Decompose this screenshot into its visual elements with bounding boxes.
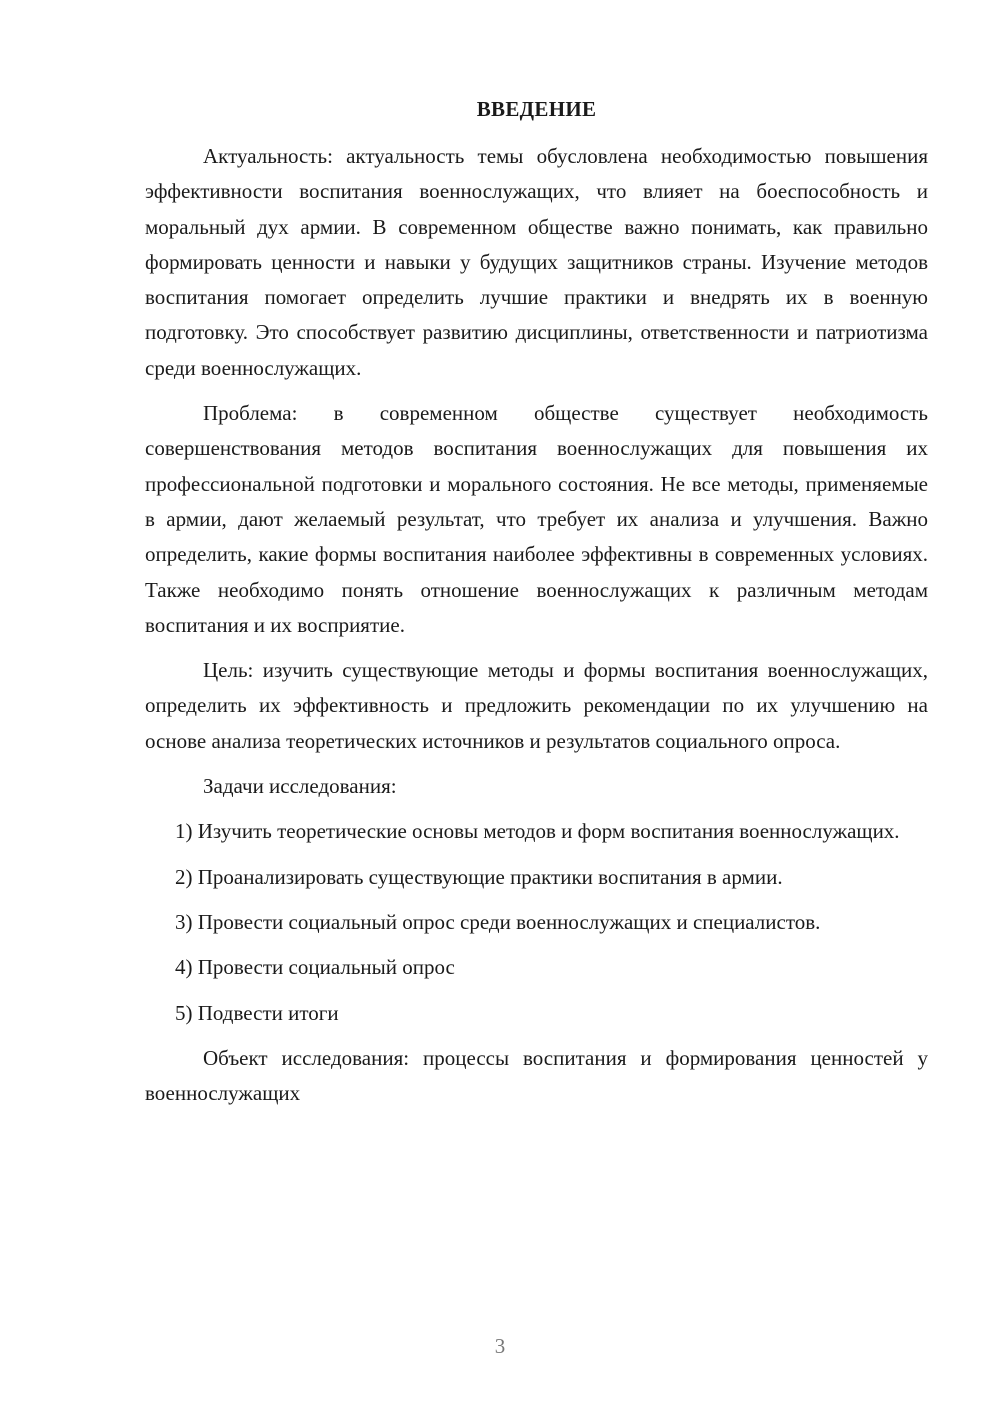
page-number: 3 [494,1334,506,1358]
goal-paragraph: Цель: изучить существующие методы и формы воспитания военнослужащих, определить их эффективность и предложить рекомендации по их улучшению на основе анализа теоретических источников и результатов социального опроса. [145,658,928,753]
document-page [145,92,928,1121]
relevance-paragraph: Актуальность: актуальность темы обусловлена необходимостью повышения эффективности воспитания военнослужащих, что влияет на боеспособность и моральный дух армии. В современном обществе важно понимать, как правильно формировать ценности и навыки у будущих защитников страны. Изучение методов воспитания помогает определить лучшие практики и внедрять их в военную подготовку. Это способствует развитию дисциплины, ответственности и патриотизма среди военнослужащих. [145,144,928,380]
tasks-heading: Задачи исследования: [203,774,397,799]
task-item: 5) Подвести итоги [175,1000,339,1025]
task-item: 4) Провести социальный опрос [175,955,455,980]
problem-paragraph: Проблема: в современном обществе существует необходимость совершенствования методов воспитания военнослужащих для повышения их профессиональной подготовки и морального состояния. Не все методы, применяемые в армии, дают желаемый результат, что требует их анализа и улучшения. Важно определить, какие формы воспитания наиболее эффективны в современных условиях. Также необходимо понять отношение военнослужащих к различным методам воспитания и их восприятие. [145,401,928,637]
task-item: 2) Проанализировать существующие практики воспитания в армии. [175,864,783,889]
task-item: 1) Изучить теоретические основы методов и форм воспитания военнослужащих. [175,819,900,844]
task-item: 3) Провести социальный опрос среди военнослужащих и специалистов. [175,909,821,934]
page-title: ВВЕДЕНИЕ [476,97,597,121]
object-paragraph: Объект исследования: процессы воспитания и формирования ценностей у военнослужащих [145,1045,928,1106]
